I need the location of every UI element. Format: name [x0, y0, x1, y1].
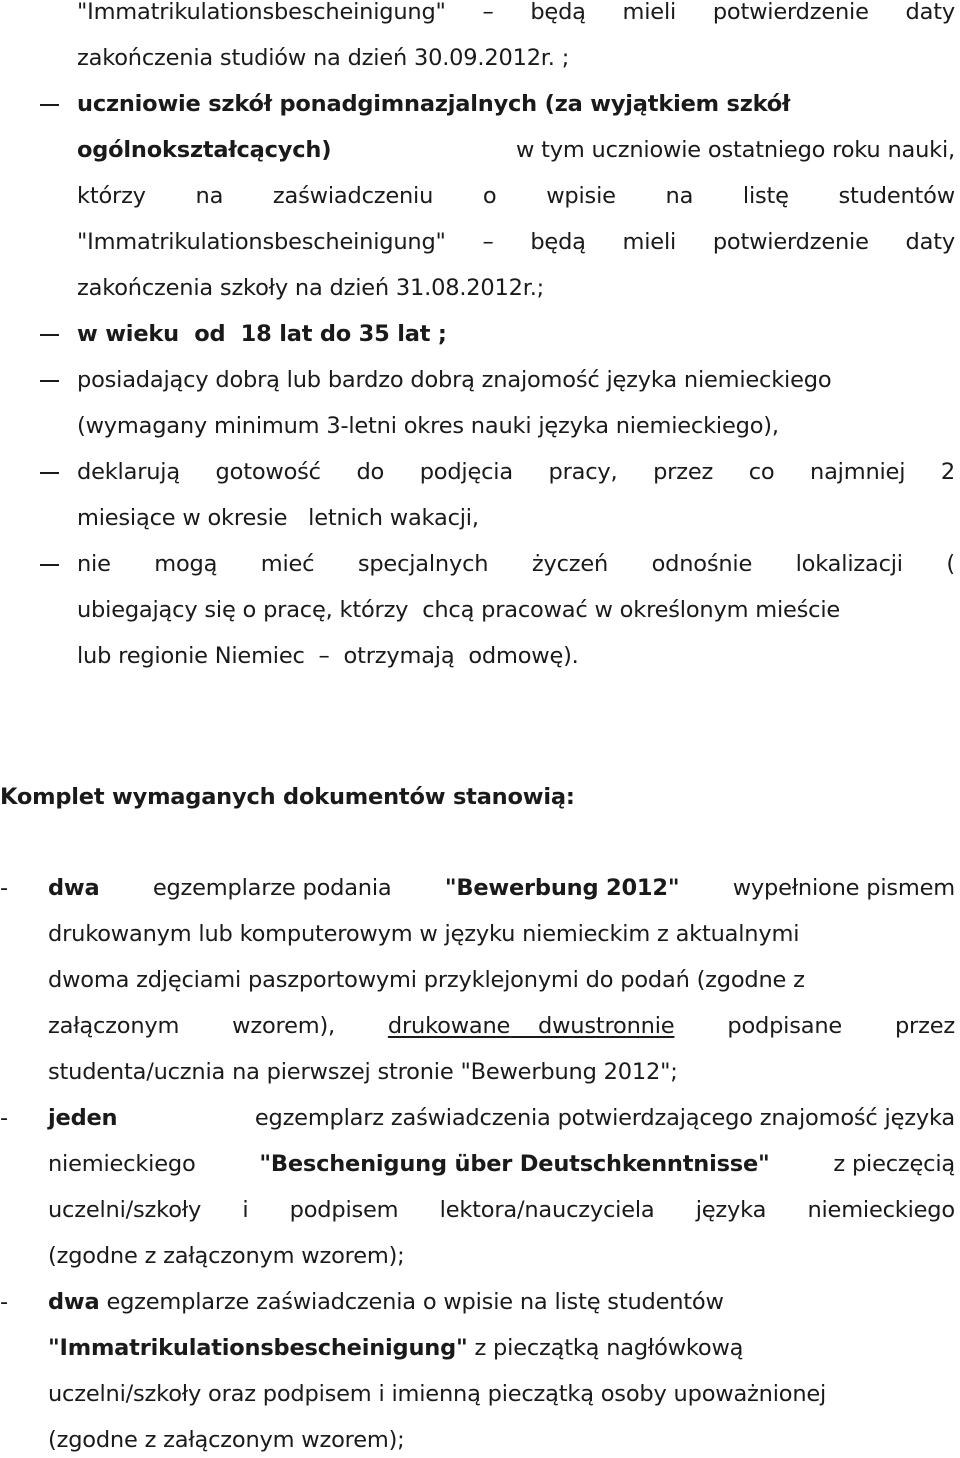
criterion-5-line-1: [77, 548, 955, 580]
document-3-line-3: uczelni/szkoły oraz podpisem i imienną pieczątką osoby upoważnionej: [48, 1381, 827, 1407]
bold-text: ogólnokształcących): [77, 137, 332, 163]
word: mieli: [622, 0, 677, 25]
word: potwierdzenie: [712, 0, 869, 25]
word: 2: [940, 459, 955, 485]
criterion-5-line-3: lub regionie Niemiec – otrzymają odmowę).: [77, 643, 579, 669]
dash-bullet: [40, 380, 59, 382]
word: mieli: [622, 229, 677, 255]
word: listę: [742, 183, 789, 209]
dash-bullet: [40, 564, 59, 566]
document-2-line-4: (zgodne z załączonym wzorem);: [48, 1243, 405, 1269]
underlined-word: drukowane: [387, 1013, 511, 1039]
criterion-4-line-2: miesiące w okresie letnich wakacji,: [77, 505, 479, 531]
word: niemieckiego: [807, 1197, 955, 1223]
criterion-1-line-3: [77, 180, 955, 212]
word: uczelni/szkoły: [48, 1197, 202, 1223]
word: deklarują: [77, 459, 180, 485]
criterion-5-line-2: ubiegający się o pracę, którzy chcą pracować w określonym mieście: [77, 597, 841, 623]
hyphen-bullet: -: [0, 1289, 8, 1315]
text: z pieczątką nagłówkową: [474, 1335, 744, 1361]
dash-bullet: [40, 334, 59, 336]
document-1-line-2: [48, 918, 955, 950]
documents-heading: Komplet wymaganych dokumentów stanowią:: [0, 784, 575, 810]
document-3-line-1: [48, 1286, 724, 1318]
word: na: [195, 183, 224, 209]
word: "Immatrikulationsbescheinigung": [77, 229, 446, 255]
word: na: [665, 183, 694, 209]
underlined-gap: [510, 1013, 538, 1039]
text: egzemplarz zaświadczenia potwierdzającego znajomość języka: [254, 1105, 955, 1131]
document-3-line-2: [48, 1332, 743, 1364]
dash-bullet: [40, 104, 59, 106]
word: i: [242, 1197, 249, 1223]
criterion-3-line-2: (wymagany minimum 3-letni okres nauki języka niemieckiego),: [77, 413, 779, 439]
dash-bullet: [40, 472, 59, 474]
word: lektora/nauczyciela: [439, 1197, 655, 1223]
word: potwierdzenie: [712, 229, 869, 255]
word: specjalnych: [357, 551, 489, 577]
word: (: [946, 551, 955, 577]
word: wzorem),: [232, 1013, 335, 1039]
word: lokalizacji: [795, 551, 903, 577]
word: którzy: [77, 183, 146, 209]
word: podpisem: [289, 1197, 399, 1223]
document-2-line-2: [48, 1148, 955, 1180]
underlined-word: dwustronnie: [538, 1013, 675, 1039]
word: co: [748, 459, 775, 485]
word: wpisie: [546, 183, 616, 209]
word: pracy,: [548, 459, 618, 485]
word: przez: [894, 1013, 955, 1039]
word: załączonym: [48, 1013, 180, 1039]
word: podjęcia: [419, 459, 513, 485]
word: podpisane: [727, 1013, 843, 1039]
text: niemieckiego: [48, 1151, 196, 1177]
word: studentów: [838, 183, 955, 209]
word: najmniej: [810, 459, 906, 485]
word: przez: [653, 459, 714, 485]
text: drukowanym lub komputerowym w języku niemieckim z aktualnymi: [48, 921, 800, 947]
word: będą: [530, 229, 586, 255]
cont-line-1: [77, 0, 955, 28]
word: mogą: [154, 551, 218, 577]
bold-text: "Immatrikulationsbescheinigung": [48, 1335, 468, 1361]
bold-text: "Bewerbung 2012": [444, 875, 680, 901]
word: daty: [905, 0, 955, 25]
criterion-2-line-1: w wieku od 18 lat do 35 lat ;: [77, 321, 447, 347]
text: w tym uczniowie ostatniego roku nauki,: [515, 137, 955, 163]
text: egzemplarze podania: [152, 875, 392, 901]
word: "Immatrikulationsbescheinigung": [77, 0, 446, 25]
text: z pieczęcią: [833, 1151, 955, 1177]
document-2-line-1: [48, 1102, 955, 1134]
document-3-line-4: (zgodne z załączonym wzorem);: [48, 1427, 405, 1453]
bold-text: dwa: [48, 875, 100, 901]
text: egzemplarze zaświadczenia o wpisie na listę studentów: [106, 1289, 724, 1315]
word: zaświadczeniu: [272, 183, 434, 209]
word: języka: [695, 1197, 767, 1223]
word: życzeń: [531, 551, 609, 577]
word: –: [482, 229, 494, 255]
hyphen-bullet: -: [0, 875, 8, 901]
word: daty: [905, 229, 955, 255]
text: dwoma zdjęciami paszportowymi przyklejonymi do podań (zgodne z: [48, 967, 805, 993]
document-1-line-1: [48, 872, 955, 904]
bold-text: dwa: [48, 1289, 100, 1315]
word: gotowość: [215, 459, 321, 485]
criterion-3-line-1: posiadający dobrą lub bardzo dobrą znajomość języka niemieckiego: [77, 367, 832, 393]
underlined-phrase: [388, 1010, 675, 1042]
criterion-1-line-4: [77, 226, 955, 258]
text: wypełnione pismem: [732, 875, 955, 901]
bold-text: uczniowie szkół ponadgimnazjalnych (za wyjątkiem szkół: [77, 91, 791, 117]
word: nie: [77, 551, 111, 577]
cont-line-2: zakończenia studiów na dzień 30.09.2012r. ;: [77, 45, 570, 71]
word: –: [482, 0, 494, 25]
document-1-line-3: [48, 964, 955, 996]
hyphen-bullet: -: [0, 1105, 8, 1131]
criterion-1-line-5: zakończenia szkoły na dzień 31.08.2012r.;: [77, 275, 545, 301]
criterion-1-line-1: [77, 88, 955, 120]
criterion-1-line-2: [77, 134, 955, 166]
word: mieć: [260, 551, 315, 577]
word: odnośnie: [651, 551, 753, 577]
document-1-line-5: studenta/ucznia na pierwszej stronie "Bewerbung 2012";: [48, 1059, 678, 1085]
bold-text: "Beschenigung über Deutschkenntnisse": [259, 1151, 770, 1177]
document-1-line-4: [48, 1010, 955, 1042]
criterion-4-line-1: [77, 456, 955, 488]
word: do: [356, 459, 385, 485]
word: o: [482, 183, 497, 209]
word: będą: [530, 0, 586, 25]
bold-text: jeden: [48, 1105, 118, 1131]
document-2-line-3: [48, 1194, 955, 1226]
